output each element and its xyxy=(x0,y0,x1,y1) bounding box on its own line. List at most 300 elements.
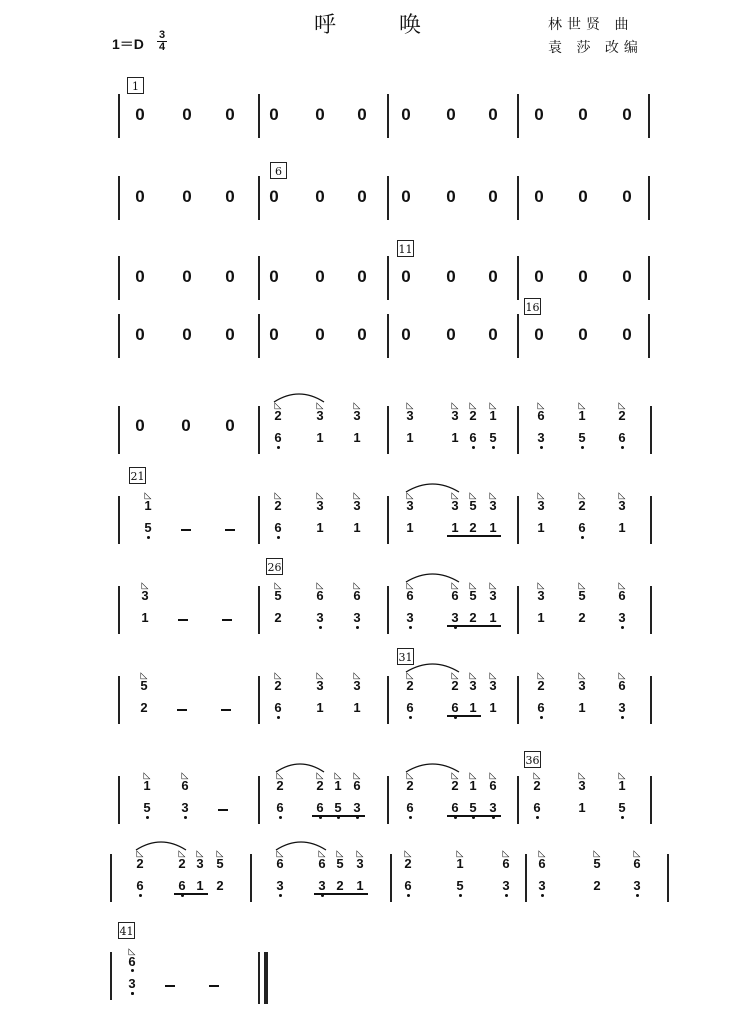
note-digit: 0 xyxy=(135,325,145,344)
accent-mark: ◺ xyxy=(618,670,626,680)
barline xyxy=(525,854,527,902)
note-digit: 0 xyxy=(182,267,192,286)
note-digit: 6 xyxy=(136,878,144,893)
barline xyxy=(118,496,120,544)
note-digit: 5 xyxy=(334,800,342,815)
note-digit: 5 xyxy=(469,800,477,815)
note-digit: 1 xyxy=(618,520,626,535)
note-digit: 1 xyxy=(316,430,324,445)
accent-mark: ◺ xyxy=(274,580,282,590)
barline xyxy=(387,406,389,454)
slur-arc xyxy=(406,480,459,494)
underline-beam xyxy=(314,893,368,895)
accent-mark: ◺ xyxy=(276,848,284,858)
note-digit: 0 xyxy=(446,325,456,344)
note-digit: 0 xyxy=(269,325,279,344)
note-digit: 0 xyxy=(446,267,456,286)
note-digit: 3 xyxy=(537,498,545,513)
note-digit: 6 xyxy=(274,430,282,445)
accent-mark: ◺ xyxy=(489,400,497,410)
note-digit: 5 xyxy=(578,430,586,445)
arranger-credit: 袁 莎 改编 xyxy=(548,40,643,56)
note-digit: 2 xyxy=(216,878,224,893)
octave-dot xyxy=(277,536,280,539)
time-signature-top: 3 xyxy=(158,29,166,41)
note-digit: 6 xyxy=(633,856,641,871)
barline xyxy=(387,176,389,220)
barline xyxy=(387,314,389,358)
barline xyxy=(387,586,389,634)
accent-mark: ◺ xyxy=(141,580,149,590)
note-digit: 1 xyxy=(353,430,361,445)
note-digit: 3 xyxy=(489,588,497,603)
note-digit: 3 xyxy=(469,678,477,693)
note-digit: 6 xyxy=(406,700,414,715)
note-digit: 5 xyxy=(140,678,148,693)
note-digit: 1 xyxy=(353,520,361,535)
accent-mark: ◺ xyxy=(316,670,324,680)
accent-mark: ◺ xyxy=(356,848,364,858)
note-digit: 0 xyxy=(578,105,588,124)
octave-dot xyxy=(131,969,134,972)
note-digit: 1 xyxy=(578,408,586,423)
octave-dot xyxy=(277,716,280,719)
note-digit: 6 xyxy=(274,700,282,715)
accent-mark: ◺ xyxy=(537,490,545,500)
barline xyxy=(258,496,260,544)
piece-title: 呼 唤 xyxy=(314,13,449,38)
note-digit: 5 xyxy=(593,856,601,871)
slur-arc xyxy=(276,838,326,852)
sustain-dash xyxy=(165,985,175,987)
accent-mark: ◺ xyxy=(336,848,344,858)
note-digit: 0 xyxy=(622,105,632,124)
note-digit: 1 xyxy=(456,856,464,871)
note-digit: 2 xyxy=(136,856,144,871)
barline xyxy=(258,256,260,300)
underline-beam xyxy=(447,815,501,817)
note-digit: 2 xyxy=(406,778,414,793)
octave-dot xyxy=(409,816,412,819)
note-digit: 0 xyxy=(181,416,191,435)
accent-mark: ◺ xyxy=(316,490,324,500)
note-digit: 0 xyxy=(534,105,544,124)
slur-arc xyxy=(276,760,324,774)
measure-number: 16 xyxy=(524,298,541,315)
note-digit: 0 xyxy=(269,187,279,206)
note-digit: 1 xyxy=(353,700,361,715)
note-digit: 3 xyxy=(353,498,361,513)
note-digit: 2 xyxy=(537,678,545,693)
note-digit: 2 xyxy=(274,408,282,423)
barline xyxy=(517,406,519,454)
accent-mark: ◺ xyxy=(578,670,586,680)
note-digit: 5 xyxy=(489,430,497,445)
note-digit: 5 xyxy=(469,498,477,513)
note-digit: 2 xyxy=(178,856,186,871)
barline xyxy=(258,952,260,1004)
accent-mark: ◺ xyxy=(406,670,414,680)
note-digit: 6 xyxy=(578,520,586,535)
measure-number: 36 xyxy=(524,751,541,768)
barline xyxy=(118,586,120,634)
note-digit: 2 xyxy=(451,778,459,793)
accent-mark: ◺ xyxy=(502,848,510,858)
barline xyxy=(517,586,519,634)
barline xyxy=(648,176,650,220)
note-digit: 3 xyxy=(316,678,324,693)
note-digit: 3 xyxy=(489,800,497,815)
underline-beam xyxy=(174,893,208,895)
sustain-dash xyxy=(221,709,231,711)
note-digit: 3 xyxy=(316,610,324,625)
note-digit: 1 xyxy=(537,520,545,535)
note-digit: 0 xyxy=(622,187,632,206)
measure-number: 11 xyxy=(397,240,414,257)
note-digit: 2 xyxy=(533,778,541,793)
barline xyxy=(648,256,650,300)
note-digit: 1 xyxy=(469,700,477,715)
note-digit: 3 xyxy=(353,610,361,625)
note-digit: 0 xyxy=(182,187,192,206)
accent-mark: ◺ xyxy=(593,848,601,858)
note-digit: 1 xyxy=(141,610,149,625)
note-digit: 3 xyxy=(451,610,459,625)
note-digit: 2 xyxy=(274,498,282,513)
note-digit: 3 xyxy=(141,588,149,603)
note-digit: 0 xyxy=(446,187,456,206)
note-digit: 2 xyxy=(406,678,414,693)
note-digit: 3 xyxy=(128,976,136,991)
note-digit: 1 xyxy=(578,700,586,715)
octave-dot xyxy=(636,894,639,897)
note-digit: 2 xyxy=(404,856,412,871)
barline xyxy=(667,854,669,902)
accent-mark: ◺ xyxy=(533,770,541,780)
accent-mark: ◺ xyxy=(537,400,545,410)
accent-mark: ◺ xyxy=(318,848,326,858)
note-digit: 1 xyxy=(406,430,414,445)
octave-dot xyxy=(277,446,280,449)
note-digit: 6 xyxy=(451,800,459,815)
note-digit: 3 xyxy=(196,856,204,871)
note-digit: 3 xyxy=(406,498,414,513)
note-digit: 2 xyxy=(469,610,477,625)
octave-dot xyxy=(621,626,624,629)
note-digit: 0 xyxy=(357,267,367,286)
octave-dot xyxy=(146,816,149,819)
barline xyxy=(250,854,252,902)
barline xyxy=(258,314,260,358)
note-digit: 6 xyxy=(618,430,626,445)
note-digit: 1 xyxy=(143,778,151,793)
note-digit: 0 xyxy=(534,267,544,286)
underline-beam xyxy=(447,625,501,627)
barline xyxy=(517,676,519,724)
note-digit: 3 xyxy=(451,498,459,513)
note-digit: 0 xyxy=(269,105,279,124)
note-digit: 1 xyxy=(489,520,497,535)
accent-mark: ◺ xyxy=(406,400,414,410)
octave-dot xyxy=(581,536,584,539)
barline xyxy=(517,94,519,138)
octave-dot xyxy=(131,992,134,995)
note-digit: 3 xyxy=(618,610,626,625)
sustain-dash xyxy=(181,529,191,531)
note-digit: 0 xyxy=(622,267,632,286)
note-digit: 0 xyxy=(578,187,588,206)
underline-beam xyxy=(447,715,481,717)
note-digit: 0 xyxy=(534,187,544,206)
octave-dot xyxy=(621,446,624,449)
accent-mark: ◺ xyxy=(633,848,641,858)
note-digit: 3 xyxy=(578,678,586,693)
barline xyxy=(517,496,519,544)
accent-mark: ◺ xyxy=(578,490,586,500)
note-digit: 0 xyxy=(269,267,279,286)
note-digit: 2 xyxy=(140,700,148,715)
accent-mark: ◺ xyxy=(353,400,361,410)
octave-dot xyxy=(279,894,282,897)
barline xyxy=(517,176,519,220)
note-digit: 6 xyxy=(276,800,284,815)
accent-mark: ◺ xyxy=(578,400,586,410)
barline xyxy=(118,314,120,358)
barline xyxy=(650,586,652,634)
note-digit: 1 xyxy=(469,778,477,793)
note-digit: 3 xyxy=(537,588,545,603)
accent-mark: ◺ xyxy=(404,848,412,858)
accent-mark: ◺ xyxy=(451,580,459,590)
note-digit: 2 xyxy=(578,610,586,625)
measure-number: 26 xyxy=(266,558,283,575)
accent-mark: ◺ xyxy=(128,946,136,956)
note-digit: 3 xyxy=(353,678,361,693)
octave-dot xyxy=(184,816,187,819)
note-digit: 3 xyxy=(406,408,414,423)
accent-mark: ◺ xyxy=(140,670,148,680)
note-digit: 6 xyxy=(451,588,459,603)
note-digit: 2 xyxy=(276,778,284,793)
barline xyxy=(648,314,650,358)
barline xyxy=(118,776,120,824)
note-digit: 3 xyxy=(353,408,361,423)
accent-mark: ◺ xyxy=(469,490,477,500)
barline xyxy=(258,176,260,220)
accent-mark: ◺ xyxy=(353,580,361,590)
note-digit: 2 xyxy=(336,878,344,893)
note-digit: 0 xyxy=(488,325,498,344)
note-digit: 3 xyxy=(406,610,414,625)
barline xyxy=(387,256,389,300)
measure-number: 21 xyxy=(129,467,146,484)
accent-mark: ◺ xyxy=(618,400,626,410)
accent-mark: ◺ xyxy=(353,490,361,500)
note-digit: 6 xyxy=(502,856,510,871)
note-digit: 2 xyxy=(469,408,477,423)
note-digit: 0 xyxy=(578,325,588,344)
note-digit: 3 xyxy=(276,878,284,893)
slur-arc xyxy=(136,838,186,852)
note-digit: 3 xyxy=(489,498,497,513)
note-digit: 0 xyxy=(315,187,325,206)
barline xyxy=(258,406,260,454)
accent-mark: ◺ xyxy=(451,400,459,410)
barline xyxy=(387,94,389,138)
sustain-dash xyxy=(177,709,187,711)
note-digit: 2 xyxy=(274,610,282,625)
note-digit: 1 xyxy=(537,610,545,625)
note-digit: 3 xyxy=(618,700,626,715)
note-digit: 2 xyxy=(578,498,586,513)
accent-mark: ◺ xyxy=(489,580,497,590)
accent-mark: ◺ xyxy=(618,770,626,780)
note-digit: 0 xyxy=(488,105,498,124)
accent-mark: ◺ xyxy=(276,770,284,780)
time-signature-bottom: 4 xyxy=(158,41,166,53)
note-digit: 0 xyxy=(315,105,325,124)
note-digit: 2 xyxy=(593,878,601,893)
note-digit: 0 xyxy=(135,187,145,206)
barline xyxy=(390,854,392,902)
octave-dot xyxy=(492,446,495,449)
note-digit: 0 xyxy=(182,325,192,344)
barline xyxy=(264,952,268,1004)
octave-dot xyxy=(139,894,142,897)
note-digit: 3 xyxy=(316,498,324,513)
note-digit: 0 xyxy=(488,267,498,286)
octave-dot xyxy=(540,716,543,719)
octave-dot xyxy=(356,626,359,629)
underline-beam xyxy=(312,815,365,817)
note-digit: 0 xyxy=(401,105,411,124)
note-digit: 0 xyxy=(315,325,325,344)
barline xyxy=(387,776,389,824)
barline xyxy=(650,406,652,454)
sustain-dash xyxy=(178,619,188,621)
note-digit: 3 xyxy=(489,678,497,693)
note-digit: 6 xyxy=(178,878,186,893)
note-digit: 0 xyxy=(225,325,235,344)
octave-dot xyxy=(581,446,584,449)
note-digit: 5 xyxy=(336,856,344,871)
note-digit: 0 xyxy=(135,267,145,286)
note-digit: 0 xyxy=(401,187,411,206)
note-digit: 0 xyxy=(182,105,192,124)
accent-mark: ◺ xyxy=(538,848,546,858)
accent-mark: ◺ xyxy=(316,580,324,590)
octave-dot xyxy=(279,816,282,819)
accent-mark: ◺ xyxy=(144,490,152,500)
note-digit: 6 xyxy=(469,430,477,445)
note-digit: 6 xyxy=(537,700,545,715)
slur-arc xyxy=(274,390,324,404)
time-signature xyxy=(156,30,168,53)
note-digit: 1 xyxy=(451,430,459,445)
measure-number: 31 xyxy=(397,648,414,665)
octave-dot xyxy=(319,626,322,629)
accent-mark: ◺ xyxy=(196,848,204,858)
note-digit: 6 xyxy=(533,800,541,815)
accent-mark: ◺ xyxy=(406,580,414,590)
note-digit: 1 xyxy=(489,408,497,423)
note-digit: 6 xyxy=(451,700,459,715)
note-digit: 1 xyxy=(316,520,324,535)
note-digit: 0 xyxy=(622,325,632,344)
note-digit: 0 xyxy=(315,267,325,286)
note-digit: 2 xyxy=(316,778,324,793)
slur-arc xyxy=(406,760,459,774)
barline xyxy=(517,256,519,300)
note-digit: 5 xyxy=(274,588,282,603)
note-digit: 0 xyxy=(135,105,145,124)
accent-mark: ◺ xyxy=(469,400,477,410)
accent-mark: ◺ xyxy=(178,848,186,858)
accent-mark: ◺ xyxy=(406,490,414,500)
slur-arc xyxy=(406,660,459,674)
note-digit: 2 xyxy=(618,408,626,423)
note-digit: 1 xyxy=(489,700,497,715)
accent-mark: ◺ xyxy=(489,490,497,500)
note-digit: 5 xyxy=(578,588,586,603)
octave-dot xyxy=(540,446,543,449)
note-digit: 3 xyxy=(538,878,546,893)
accent-mark: ◺ xyxy=(143,770,151,780)
accent-mark: ◺ xyxy=(451,770,459,780)
sustain-dash xyxy=(218,809,228,811)
barline xyxy=(118,406,120,454)
note-digit: 6 xyxy=(353,588,361,603)
note-digit: 1 xyxy=(489,610,497,625)
accent-mark: ◺ xyxy=(537,670,545,680)
accent-mark: ◺ xyxy=(274,490,282,500)
barline xyxy=(517,776,519,824)
octave-dot xyxy=(409,626,412,629)
octave-dot xyxy=(541,894,544,897)
key-signature: 1＝D xyxy=(112,36,144,52)
note-digit: 6 xyxy=(353,778,361,793)
accent-mark: ◺ xyxy=(578,580,586,590)
note-digit: 3 xyxy=(318,878,326,893)
note-digit: 6 xyxy=(181,778,189,793)
accent-mark: ◺ xyxy=(489,770,497,780)
barline xyxy=(650,676,652,724)
note-digit: 6 xyxy=(538,856,546,871)
note-digit: 3 xyxy=(181,800,189,815)
note-digit: 6 xyxy=(489,778,497,793)
underline-beam xyxy=(447,535,501,537)
note-digit: 0 xyxy=(225,187,235,206)
octave-dot xyxy=(409,716,412,719)
note-digit: 1 xyxy=(406,520,414,535)
note-digit: 1 xyxy=(334,778,342,793)
octave-dot xyxy=(536,816,539,819)
note-digit: 0 xyxy=(225,105,235,124)
note-digit: 6 xyxy=(537,408,545,423)
note-digit: 3 xyxy=(618,498,626,513)
octave-dot xyxy=(407,894,410,897)
note-digit: 6 xyxy=(404,878,412,893)
barline xyxy=(387,676,389,724)
composer-credit: 林世贤 曲 xyxy=(548,17,634,33)
note-digit: 0 xyxy=(357,325,367,344)
barline xyxy=(258,776,260,824)
accent-mark: ◺ xyxy=(578,770,586,780)
barline xyxy=(118,256,120,300)
note-digit: 0 xyxy=(488,187,498,206)
octave-dot xyxy=(459,894,462,897)
barline xyxy=(387,496,389,544)
